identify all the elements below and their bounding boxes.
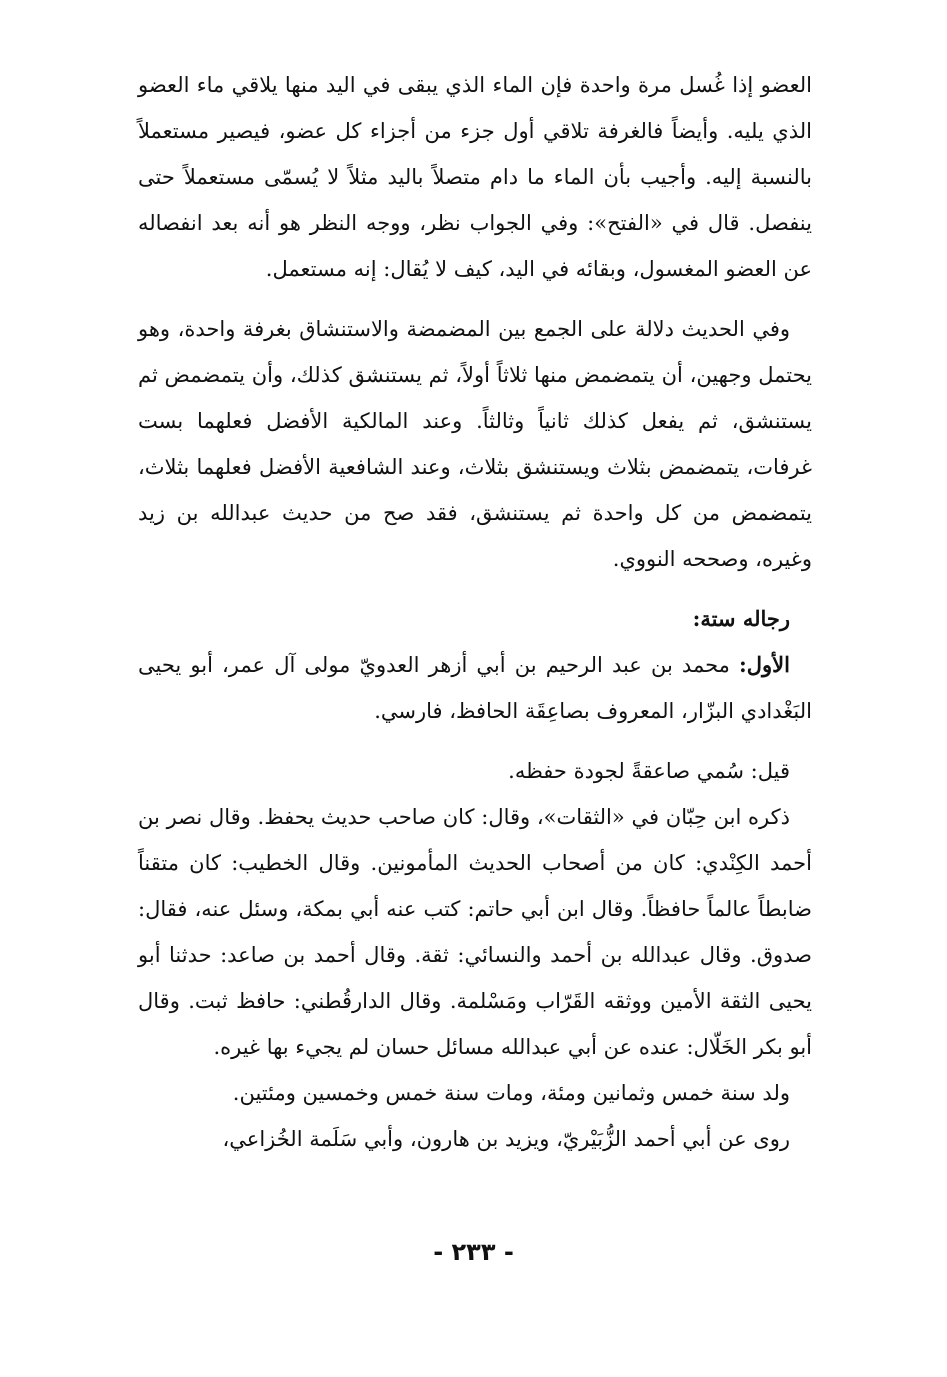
narrator-label: الأول:	[739, 652, 790, 677]
paragraph-spacer	[138, 292, 812, 306]
narrator-description: محمد بن عبد الرحيم بن أبي أزهر العدويّ مولى آل عمر، أبو يحيى البَغْدادي البزّار، المعروف بصاعِقَة الحافظ، فارسي.	[138, 653, 812, 723]
paragraph-spacer	[138, 582, 812, 596]
paragraph-first-narrator	[138, 642, 812, 734]
paragraph-naming-reason: قيل: سُمي صاعقةً لجودة حفظه.	[508, 759, 790, 783]
paragraph-narrated-from: روى عن أبي أحمد الزُّبَيْريّ، ويزيد بن هارون، وأبي سَلَمة الخُزاعي،	[222, 1127, 790, 1151]
page-body	[138, 62, 812, 1162]
paragraph-spacer	[138, 734, 812, 748]
page-number: - ٢٣٣ -	[433, 1238, 514, 1266]
section-heading-narrators: رجاله ستة:	[692, 606, 790, 631]
paragraph-narrator-evaluation: ذكره ابن حِبّان في «الثقات»، وقال: كان صاحب حديث يحفظ. وقال نصر بن أحمد الكِنْدي: كان من أصحاب الحديث المأمونين. وقال الخطيب: كان متقناً ضابطاً عالماً حافظاً. وقال ابن أبي حاتم: كتب عنه أبي بمكة، وسئل عنه، فقال: صدوق. وقال عبدالله بن أحمد والنسائي: ثقة. وقال أحمد بن صاعد: حدثنا أبو يحيى الثقة الأمين ووثقه القَرّاب ومَسْلمة. وقال الدارقُطني: حافظ ثبت. وقال أبو بكر الخَلّال: عنده عن أبي عبدالله مسائل حسان لم يجيء بها غيره.	[138, 805, 812, 1059]
paragraph-birth-death: ولد سنة خمس وثمانين ومئة، ومات سنة خمس وخمسين ومئتين.	[232, 1081, 790, 1105]
paragraph-water-usage: العضو إذا غُسل مرة واحدة فإن الماء الذي يبقى في اليد منها يلاقي ماء العضو الذي يليه. وأيضاً فالغرفة تلاقي أول جزء من أجزاء كل عضو، فيصير مستعملاً بالنسبة إليه. وأجيب بأن الماء ما دام متصلاً باليد مثلاً لا يُسمّى مستعملاً حتى ينفصل. قال في «الفتح»: وفي الجواب نظر، ووجه النظر هو أنه بعد انفصاله عن العضو المغسول، وبقائه في اليد، كيف لا يُقال: إنه مستعمل.	[138, 73, 812, 281]
paragraph-madmada-istinshaq: وفي الحديث دلالة على الجمع بين المضمضة والاستنشاق بغرفة واحدة، وهو يحتمل وجهين، أن يتمضمض منها ثلاثاً أولاً، ثم يستنشق كذلك، وأن يتمضمض ثم يستنشق، ثم يفعل كذلك ثانياً وثالثاً. وعند المالكية الأفضل فعلهما بست غرفات، يتمضمض بثلاث ويستنشق بثلاث، وعند الشافعية الأفضل فعلهما بثلاث، يتمضمض من كل واحدة ثم يستنشق، فقد صح من حديث عبدالله بن زيد وغيره، وصححه النووي.	[138, 317, 812, 571]
